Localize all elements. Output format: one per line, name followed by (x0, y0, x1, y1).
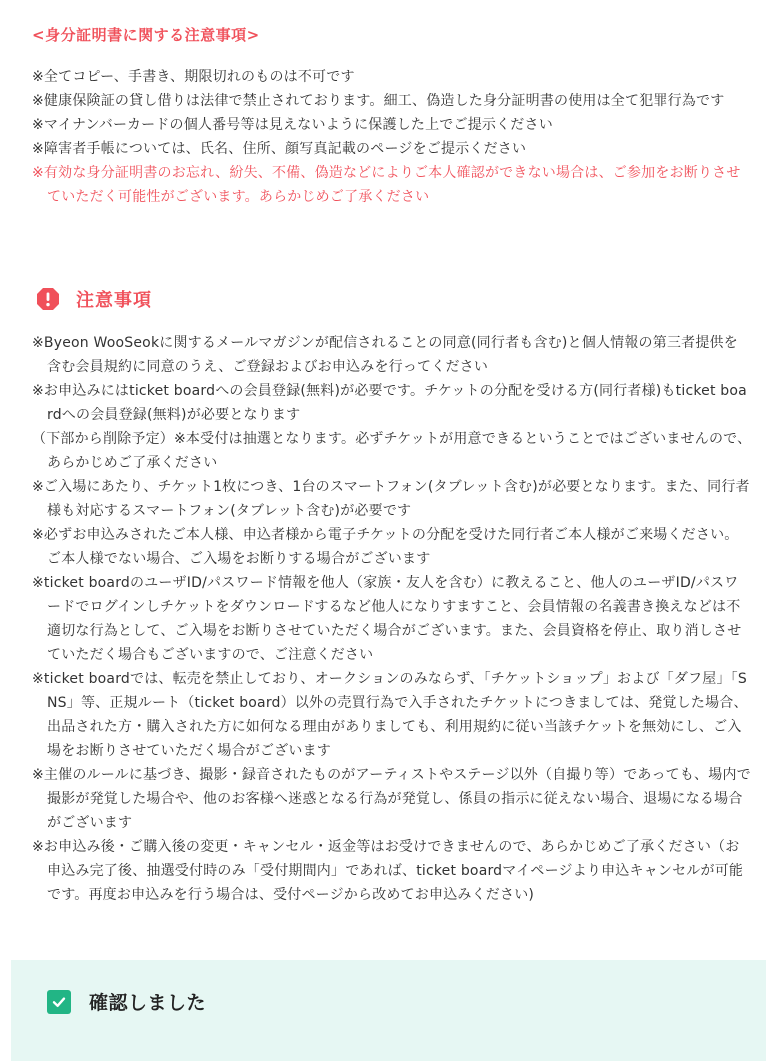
id-notice-title: <身分証明書に関する注意事項> (32, 26, 260, 44)
notes-item: ※Byeon WooSeokに関するメールマガジンが配信されることの同意(同行者も含む)と個人情報の第三者提供を含む会員規約に同意のうえ、ご登録およびお申込みを行ってください (32, 335, 738, 375)
notes-item: ※お申込み後・ご購入後の変更・キャンセル・返金等はお受けできませんので、あらかじめご了承ください（お申込み完了後、抽選受付時のみ「受付期間内」であれば、ticket boardマイページより申込キャンセルが可能です。再度お申込みを行う場合は、受付ページから改めてお申込みください) (32, 839, 744, 903)
notes-item: ※ご入場にあたり、チケット1枚につき、1台のスマートフォン(タブレット含む)が必要となります。また、同行者様も対応するスマートフォン(タブレット含む)が必要です (32, 479, 750, 519)
notes-item: ※お申込みにはticket boardへの会員登録(無料)が必要です。チケットの分配を受ける方(同行者様)もticket boardへの会員登録(無料)が必要となります (32, 383, 747, 423)
notes-item: ※ticket boardのユーザID/パスワード情報を他人（家族・友人を含む）に教えること、他人のユーザID/パスワードでログインしチケットをダウンロードするなど他人になりすますこと、会員情報の名義書き換えなどは不適切な行為として、ご入場をお断りさせていただく場合がございます。また、会員資格を停止、取り消しさせていただく場合もございますので、ご注意ください (32, 575, 742, 663)
confirm-checkbox[interactable] (47, 990, 71, 1014)
notes-item: ※ticket boardでは、転売を禁止しており、オークションのみならず、「チケットショップ」および「ダフ屋」「SNS」等、正規ルート（ticket board）以外の売買行為で入手されたチケットにつきましては、発覚した場合、出品された方・購入された方に如何なる理由がありましても、利用規約に従い当該チケットを無効にし、ご入場をお断りさせていただく場合がございます (32, 671, 748, 759)
id-notice-item: ※障害者手帳については、氏名、住所、顔写真記載のページをご提示ください (32, 141, 527, 157)
notes-heading (36, 284, 152, 314)
confirm-label[interactable]: 確認しました (89, 992, 207, 1014)
notes-list (32, 331, 752, 907)
id-notice-item: ※健康保険証の貸し借りは法律で禁止されております。細工、偽造した身分証明書の使用は全て犯罪行為です (32, 93, 725, 109)
id-notice-item: ※マイナンバーカードの個人番号等は見えないように保護した上でご提示ください (32, 117, 553, 133)
notes-title: 注意事項 (76, 290, 152, 311)
confirm-panel (11, 960, 766, 1061)
id-notice-list (32, 65, 752, 209)
checkmark-icon (51, 994, 67, 1010)
warning-icon (36, 287, 60, 311)
id-notice-item: ※全てコピー、手書き、期限切れのものは不可です (32, 69, 355, 85)
notes-item: ※主催のルールに基づき、撮影・録音されたものがアーティストやステージ以外（自撮り等）であっても、場内で撮影が発覚した場合や、他のお客様へ迷惑となる行為が発覚し、係員の指示に従えない場合、退場になる場合がございます (32, 767, 751, 831)
confirm-checkbox-row[interactable] (47, 988, 206, 1015)
id-notice-item-warning: ※有効な身分証明書のお忘れ、紛失、不備、偽造などによりご本人確認ができない場合は、ご参加をお断りさせていただく可能性がございます。あらかじめご了承ください (32, 165, 741, 205)
notes-item: ※必ずお申込みされたご本人様、申込者様から電子チケットの分配を受けた同行者ご本人様がご来場ください。ご本人様でない場合、ご入場をお断りする場合がございます (32, 527, 739, 567)
notes-item: （下部から削除予定）※本受付は抽選となります。必ずチケットが用意できるということではございませんので、あらかじめご了承ください (32, 431, 752, 471)
